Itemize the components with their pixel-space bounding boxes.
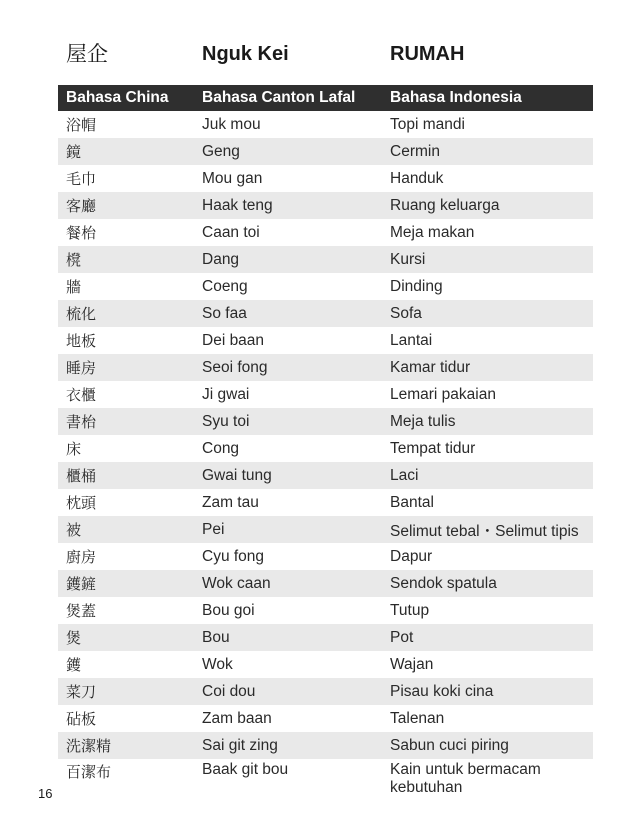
cell-chinese: 櫈 — [58, 246, 194, 273]
cell-indonesian: Sabun cuci piring — [382, 732, 593, 759]
cell-cantonese: Gwai tung — [194, 462, 382, 489]
vocabulary-table — [58, 85, 593, 801]
title-row — [58, 36, 593, 72]
cell-chinese: 毛巾 — [66, 170, 97, 188]
table-row — [58, 246, 593, 273]
cell-cantonese: Baak git bou — [202, 761, 289, 778]
cell-cantonese: Ji gwai — [202, 385, 250, 403]
cell-indonesian: Kamar tidur — [382, 354, 593, 381]
cell-cantonese: Coi dou — [194, 678, 382, 705]
cell-cantonese: Zam tau — [202, 493, 259, 511]
table-row — [58, 138, 593, 165]
cell-cantonese: Seoi fong — [194, 354, 382, 381]
cell-indonesian: Tutup — [390, 601, 430, 619]
table-row — [58, 192, 593, 219]
table-row — [58, 300, 593, 327]
table-row — [58, 597, 593, 624]
cell-indonesian: Dinding — [390, 277, 443, 295]
cell-chinese: 床 — [66, 440, 82, 458]
cell-cantonese: Dang — [194, 246, 382, 273]
cell-indonesian: Selimut tebal・Selimut tipis — [382, 516, 593, 543]
table-row — [58, 327, 593, 354]
cell-chinese: 被 — [58, 516, 194, 543]
cell-cantonese: Haak teng — [194, 192, 382, 219]
header-chinese: Bahasa China — [58, 85, 194, 111]
cell-chinese: 櫃桶 — [58, 462, 194, 489]
cell-indonesian: Sofa — [382, 300, 593, 327]
table-row — [58, 408, 593, 435]
cell-chinese: 鑊 — [66, 656, 82, 674]
table-row — [58, 273, 593, 300]
cell-chinese: 砧板 — [66, 710, 97, 728]
cell-indonesian: Sendok spatula — [382, 570, 593, 597]
table-row — [58, 651, 593, 678]
cell-indonesian: Topi mandi — [390, 115, 465, 133]
cell-chinese: 煲蓋 — [66, 602, 97, 620]
table-header-row — [58, 85, 593, 111]
header-cantonese: Bahasa Canton Lafal — [194, 85, 382, 111]
cell-cantonese: Cyu fong — [202, 547, 265, 565]
cell-cantonese: Juk mou — [202, 115, 261, 133]
title-cantonese: Nguk Kei — [202, 43, 289, 65]
cell-indonesian: Pot — [382, 624, 593, 651]
cell-cantonese: Bou goi — [202, 601, 255, 619]
table-row — [58, 165, 593, 192]
cell-indonesian: Meja tulis — [382, 408, 593, 435]
cell-cantonese: Syu toi — [194, 408, 382, 435]
cell-cantonese: Mou gan — [202, 169, 263, 187]
cell-indonesian: Lemari pakaian — [390, 385, 496, 403]
title-chinese: 屋企 — [66, 42, 108, 66]
table-row — [58, 678, 593, 705]
table-row — [58, 435, 593, 462]
cell-cantonese: Wok caan — [194, 570, 382, 597]
cell-chinese: 鏡 — [58, 138, 194, 165]
cell-indonesian: Bantal — [390, 493, 434, 511]
cell-cantonese: Coeng — [202, 277, 248, 295]
table-row — [58, 219, 593, 246]
cell-chinese: 地板 — [66, 332, 97, 350]
table-row — [58, 516, 593, 543]
cell-indonesian: Talenan — [390, 709, 445, 727]
cell-chinese: 煲 — [58, 624, 194, 651]
cell-indonesian: Cermin — [382, 138, 593, 165]
cell-cantonese: Zam baan — [202, 709, 272, 727]
table-row — [58, 354, 593, 381]
cell-indonesian: Dapur — [390, 547, 433, 565]
cell-indonesian: Tempat tidur — [390, 439, 476, 457]
cell-cantonese: So faa — [194, 300, 382, 327]
table-row — [58, 705, 593, 732]
cell-indonesian: Lantai — [390, 331, 433, 349]
cell-chinese: 菜刀 — [58, 678, 194, 705]
cell-indonesian: Handuk — [390, 169, 444, 187]
table-row — [58, 111, 593, 138]
cell-chinese: 洗潔精 — [58, 732, 194, 759]
table-row — [58, 489, 593, 516]
cell-cantonese: Wok — [202, 655, 233, 673]
cell-cantonese: Caan toi — [202, 223, 260, 241]
cell-indonesian: Kursi — [382, 246, 593, 273]
cell-indonesian: Kain untuk bermacam kebutuhan — [390, 761, 541, 796]
cell-chinese: 浴帽 — [66, 116, 97, 134]
page-number: 16 — [38, 786, 53, 801]
header-indonesian: Bahasa Indonesia — [382, 85, 593, 111]
cell-indonesian: Wajan — [390, 655, 434, 673]
cell-chinese: 睡房 — [58, 354, 194, 381]
cell-cantonese: Sai git zing — [194, 732, 382, 759]
table-row — [58, 732, 593, 759]
table-row — [58, 462, 593, 489]
cell-chinese: 鑊鏟 — [58, 570, 194, 597]
cell-cantonese: Cong — [202, 439, 240, 457]
cell-cantonese: Pei — [194, 516, 382, 543]
table-row — [58, 381, 593, 408]
cell-chinese: 客廳 — [58, 192, 194, 219]
cell-chinese: 枕頭 — [66, 494, 97, 512]
table-row — [58, 624, 593, 651]
cell-cantonese: Geng — [194, 138, 382, 165]
cell-chinese: 廚房 — [66, 548, 97, 566]
cell-indonesian: Pisau koki cina — [382, 678, 593, 705]
table-row — [58, 543, 593, 570]
cell-chinese: 書枱 — [58, 408, 194, 435]
cell-cantonese: Bou — [194, 624, 382, 651]
cell-chinese: 餐枱 — [66, 224, 97, 242]
cell-chinese: 梳化 — [58, 300, 194, 327]
cell-chinese: 牆 — [66, 278, 82, 296]
table-row — [58, 759, 593, 801]
cell-indonesian: Laci — [382, 462, 593, 489]
cell-chinese: 百潔布 — [66, 763, 112, 781]
cell-indonesian: Ruang keluarga — [382, 192, 593, 219]
cell-indonesian: Meja makan — [390, 223, 475, 241]
table-row — [58, 570, 593, 597]
title-indonesian: RUMAH — [390, 43, 465, 65]
cell-cantonese: Dei baan — [202, 331, 265, 349]
cell-chinese: 衣櫃 — [66, 386, 97, 404]
